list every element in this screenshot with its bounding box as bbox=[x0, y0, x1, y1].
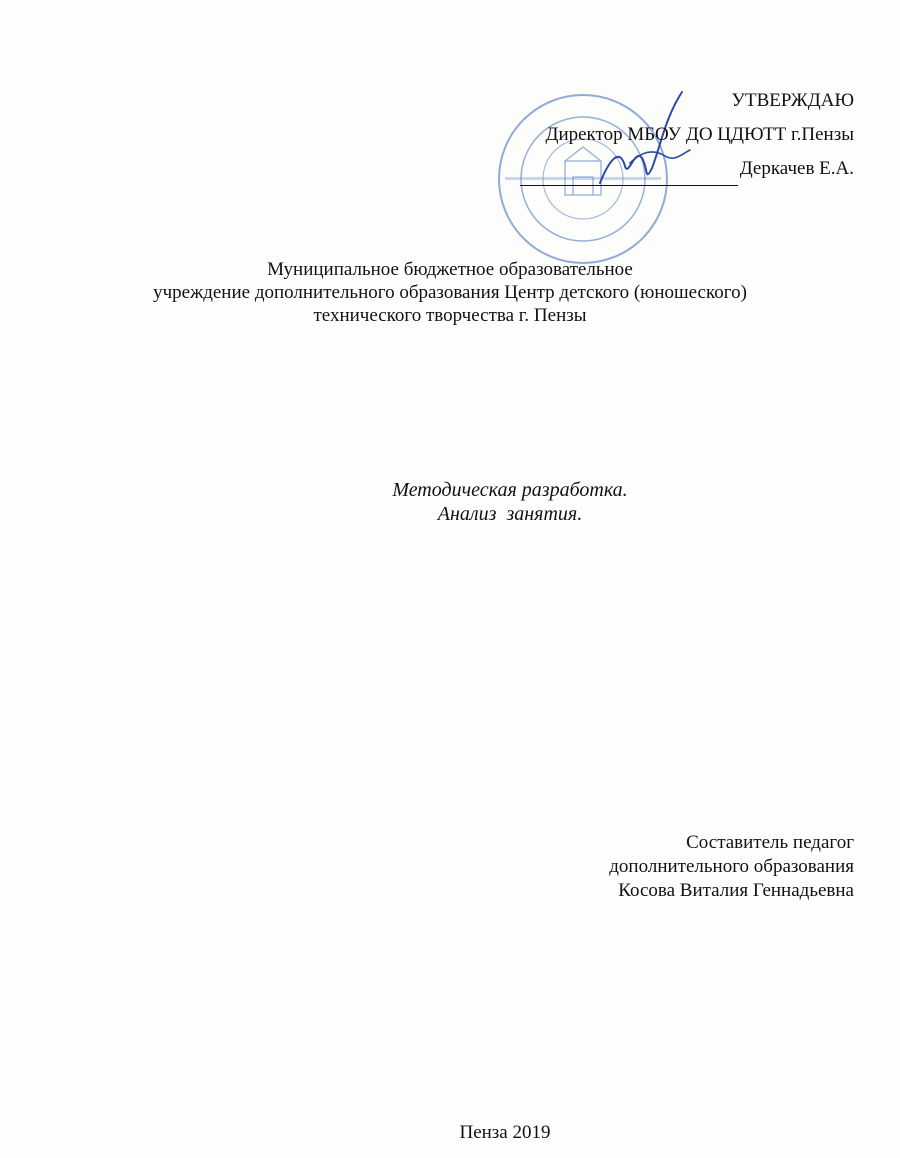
author-line-3: Косова Виталия Геннадьевна bbox=[618, 880, 854, 901]
organization-line-3: технического творчества г. Пензы bbox=[313, 305, 587, 326]
author-block bbox=[609, 831, 854, 903]
approval-name: Деркачев Е.А. bbox=[739, 158, 854, 179]
place-year: Пенза 2019 bbox=[459, 1122, 551, 1143]
organization-name bbox=[0, 258, 900, 327]
title-line-1: Методическая разработка. bbox=[392, 479, 628, 501]
approval-heading: УТВЕРЖДАЮ bbox=[731, 90, 854, 111]
approval-block bbox=[520, 84, 854, 186]
organization-line-1: Муниципальное бюджетное образовательное bbox=[267, 259, 633, 280]
signature-line bbox=[520, 161, 738, 186]
author-line-1: Составитель педагог bbox=[686, 832, 854, 853]
title-line-2: Анализ занятия. bbox=[437, 503, 583, 525]
author-line-2: дополнительного образования bbox=[609, 856, 854, 877]
approval-position: Директор МБОУ ДО ЦДЮТТ г.Пензы bbox=[545, 124, 854, 145]
approval-signature-row bbox=[520, 152, 854, 186]
organization-line-2: учреждение дополнительного образования Центр детского (юношеского) bbox=[153, 282, 747, 303]
document-title bbox=[0, 478, 900, 526]
